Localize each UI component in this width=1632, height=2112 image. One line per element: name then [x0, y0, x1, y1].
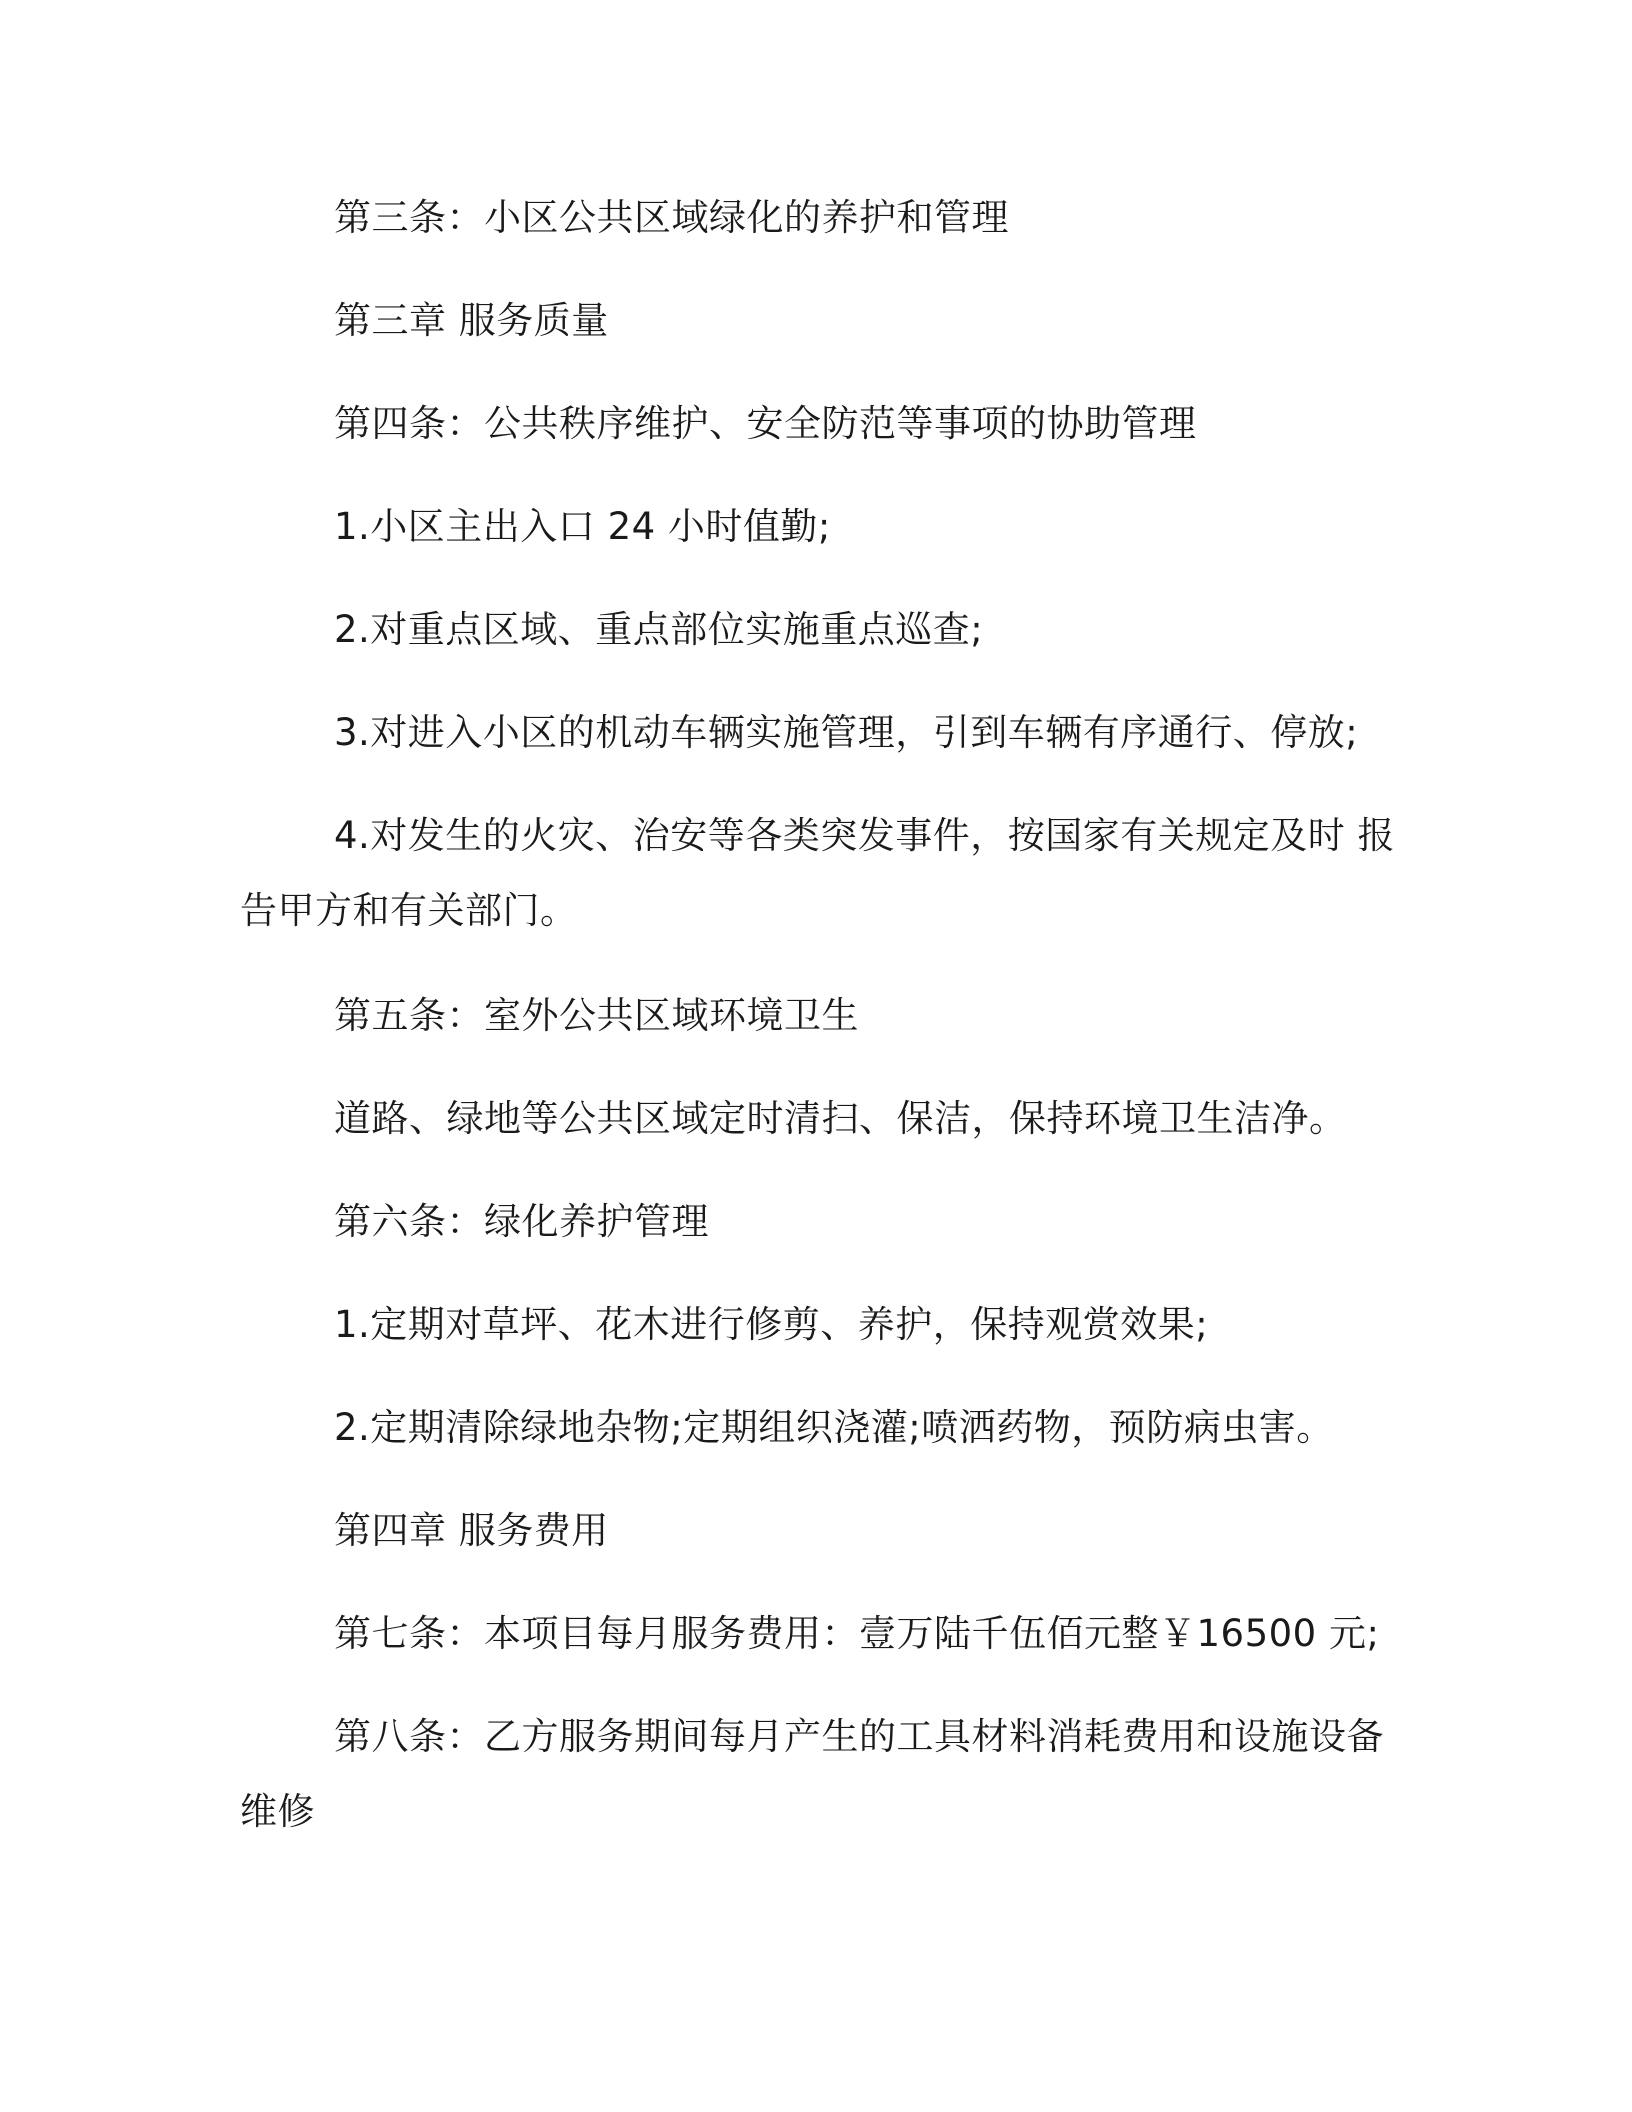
article-5-line: 第五条：室外公共区域环境卫生 [334, 994, 859, 1037]
chapter-4-heading: 第四章 服务费用 [334, 1509, 609, 1552]
list-item: 3.对进入小区的机动车辆实施管理，引到车辆有序通行、停放; [334, 711, 1359, 754]
chapter-3-heading: 第三章 服务质量 [334, 299, 609, 342]
list-item: 2.定期清除绿地杂物;定期组织浇灌;喷洒药物，预防病虫害。 [334, 1406, 1334, 1449]
list-item: 2.对重点区域、重点部位实施重点巡查; [334, 608, 984, 651]
list-item-continuation: 告甲方和有关部门。 [240, 889, 578, 932]
article-6-line: 第六条：绿化养护管理 [334, 1200, 709, 1243]
article-3-line: 第三条：小区公共区域绿化的养护和管理 [334, 196, 1009, 239]
list-item: 4.对发生的火灾、治安等各类突发事件，按国家有关规定及时 报 [334, 814, 1396, 857]
paragraph: 道路、绿地等公共区域定时清扫、保洁，保持环境卫生洁净。 [334, 1097, 1347, 1140]
article-8-line: 第八条：乙方服务期间每月产生的工具材料消耗费用和设施设备 [334, 1715, 1384, 1758]
article-7-line: 第七条：本项目每月服务费用：壹万陆千伍佰元整￥16500 元; [334, 1612, 1380, 1655]
article-4-line: 第四条：公共秩序维护、安全防范等事项的协助管理 [334, 402, 1197, 445]
list-item: 1.定期对草坪、花木进行修剪、养护，保持观赏效果; [334, 1303, 1209, 1346]
article-8-continuation: 维修 [240, 1790, 315, 1833]
list-item: 1.小区主出入口 24 小时值勤; [334, 505, 831, 548]
